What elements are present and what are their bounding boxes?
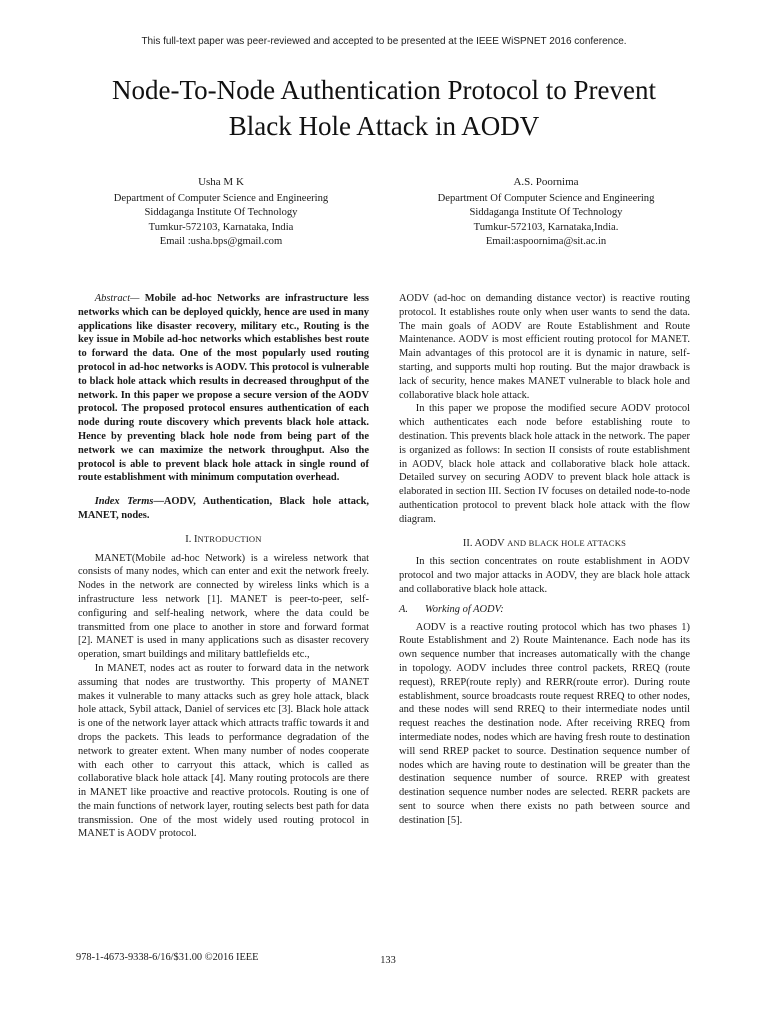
author-address: Tumkur-572103, Karnataka,India. <box>473 221 619 233</box>
abstract-label: Abstract <box>94 293 131 304</box>
abstract <box>78 292 369 485</box>
index-terms-label: Index Terms <box>94 496 154 508</box>
author-name: A.S. Poornima <box>513 176 579 188</box>
author-department: Department Of Computer Science and Engineering <box>437 193 655 205</box>
paragraph: AODV (ad-hoc on demanding distance vector) is reactive routing protocol. It establishes route only when user wants to send the data. The main goals of AODV are Route Establishment and Route Maintenance. AODV is most efficient routing protocol for MANET. Main advantages of this protocol are it is dynamic in nature, self-starting, and supports multi hop routing. But the major drawback is lack of security, hence makes MANET vulnerable to black hole and collaborative black hole attack. <box>399 293 690 401</box>
footer-isbn: 978-1-4673-9338-6/16/$31.00 ©2016 IEEE <box>76 952 259 963</box>
conference-banner: This full-text paper was peer-reviewed and accepted to be presented at the IEEE WiSPNET 2016 conference. <box>141 36 627 47</box>
index-terms <box>78 495 369 523</box>
section-number: II. AODV <box>462 537 508 549</box>
subsection-label: A. <box>399 603 408 615</box>
paragraph: In this paper we propose the modified secure AODV protocol which authenticates each node before establishing route to destination. This prevents black hole attack in the network. The paper is organized as follows: In section II consists of route establishment in AODV, black hole attack and collaborative black hole attack. Detailed survey on securing AODV to prevent black hole attack is elaborated in section III. Section IV focuses on detailed node-to-node authentication protocol to prevent black hole attack with the flow diagram. <box>399 403 690 525</box>
paragraph: In this section concentrates on route establishment in AODV protocol and two major attacks in AODV, they are black hole attack and collaborative black hole attack. <box>399 556 690 595</box>
page-number: 133 <box>380 955 396 966</box>
title-line-2: Black Hole Attack in AODV <box>228 111 540 141</box>
author-email: Email :usha.bps@gmail.com <box>159 235 283 247</box>
author-email: Email:aspoornima@sit.ac.in <box>485 235 607 247</box>
section-title: NTRODUCTION <box>197 533 262 544</box>
section-heading-introduction <box>78 533 369 547</box>
section-title: AND BLACK HOLE ATTACKS <box>507 537 627 548</box>
subsection-heading <box>399 603 690 617</box>
subsection-title: Working of AODV: <box>425 603 504 615</box>
index-terms-text: —AODV, Authentication, Black hole attack, MANET, nodes. <box>78 496 369 521</box>
author-institution: Siddaganga Institute Of Technology <box>144 207 298 219</box>
section-number: I. I <box>185 533 198 545</box>
author-block-2 <box>396 175 696 249</box>
paragraph: MANET(Mobile ad-hoc Network) is a wireless network that consists of many nodes, which can enter and exit the network freely. Nodes in the network are connected by wireless links which is a infrastructure less network [1]. MANET is peer-to-peer, self-configuring and self-healing network, where the data could be transmitted from one place to another in store and forward format [2]. MANET is used in many applications such as disaster recovery operation, smart buildings and military battlefields etc., <box>78 552 369 661</box>
abstract-dash: — <box>130 293 140 304</box>
paper-title <box>60 72 708 144</box>
paragraph: In MANET, nodes act as router to forward data in the network assuming that nodes are trustworthy. This property of MANET makes it vulnerable to many attacks such as grey hole attack, black hole attack, Sybil attack, Daniel of services etc [3]. Black hole attack is one of the network layer attack which attracts traffic towards it and drops the packets. This leads to performance degradation of the network to greater extent. When many number of nodes cooperate with each other to carryout this attack, which is called as collaborative black hole attack [4]. Many routing protocols are there in MANET like proactive and reactive protocols. Routing is one of the main functions of network layer, routing selects best path for data transmission. One of the most widely used routing protocol in MANET is AODV protocol. <box>78 662 369 840</box>
abstract-text: Mobile ad-hoc Networks are infrastructure less networks which can be deployed quickly, hence are used in many applications like disaster recovery, military etc., Routing is the key issue in Mobile ad-hoc networks which establishes best route to forward the data. One of the most popularly used routing protocol in ad-hoc networks is AODV. This protocol is vulnerable to black hole attack which results in decreased throughput of the network. In this paper we propose a secure version of the AODV protocol. The proposed protocol ensures authentication of each node during route discovery which prevents black hole attack. Hence by preventing black hole node from being part of the network we can maximize the network throughput. Also the protocol is able to prevent black hole attack in single round of route establishment with minimum computation overhead. <box>78 293 369 484</box>
author-department: Department of Computer Science and Engineering <box>113 193 329 205</box>
author-name: Usha M K <box>198 176 244 188</box>
author-address: Tumkur-572103, Karnataka, India <box>148 221 294 233</box>
author-institution: Siddaganga Institute Of Technology <box>469 207 623 219</box>
right-column <box>399 292 690 827</box>
title-line-1: Node-To-Node Authentication Protocol to Prevent <box>112 75 656 105</box>
paragraph: AODV is a reactive routing protocol which has two phases 1) Route Establishment and 2) Route Maintenance. Each node has its own sequence number that increases automatically with the change in topology. AODV includes three control packets, RREQ (route request), RREP(route reply) and RERR(route error). During route establishment, source broadcasts route request RREQ to other nodes, and these nodes will send RREQ to their intermediate nodes until request reaches the destination node. After receiving RREQ from intermediate nodes, nodes which are having fresh route to destination will send RREP packet to source. Destination sequence number of nodes which are having route to destination will be greater than the destination sequence number of source. RREP with greatest destination sequence number nodes are selected. RERR packets are sent to source when there exists no path between source and destination [5]. <box>399 621 690 826</box>
author-block-1 <box>76 175 366 249</box>
left-column <box>78 292 369 841</box>
section-heading-aodv <box>399 537 690 551</box>
